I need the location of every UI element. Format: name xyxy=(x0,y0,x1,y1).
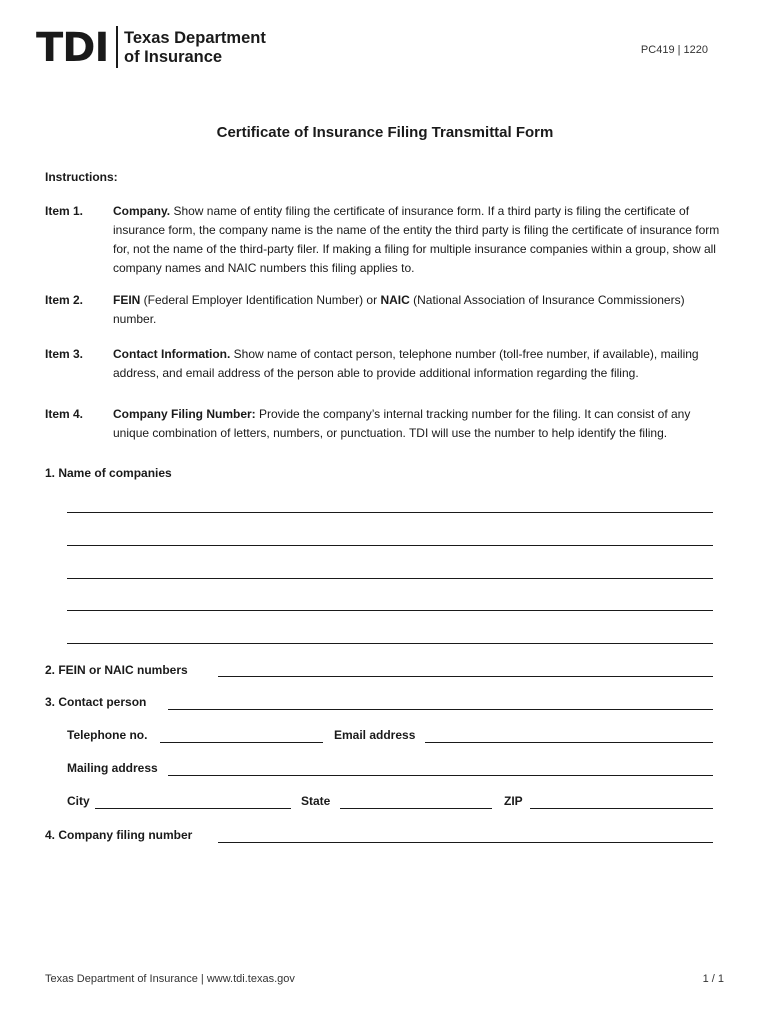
tdi-logo-text xyxy=(124,29,266,67)
company-filing-number-field[interactable] xyxy=(218,842,713,843)
instruction-item-4 xyxy=(45,405,725,443)
item-text: (Federal Employer Identification Number) or xyxy=(140,293,381,307)
state-label: State xyxy=(301,794,331,808)
footer-text: Texas Department of Insurance | www.tdi.texas.gov xyxy=(45,973,295,985)
mailing-address-field[interactable] xyxy=(168,775,713,776)
page-title: Certificate of Insurance Filing Transmittal Form xyxy=(216,124,554,141)
instruction-item-1 xyxy=(45,202,725,278)
item-text: Show name of entity filing the certificate of insurance form. If a third party is filing the certificate of insurance form, the company name is the name of the entity the third party is filing the certificate of insurance form for, not the name of the third-party filer. If making a filing for multiple insurance companies within a group, show all company names and NAIC numbers this filing applies to. xyxy=(113,204,720,275)
city-field[interactable] xyxy=(95,808,291,809)
item-lead: FEIN xyxy=(113,293,141,307)
instruction-item-3 xyxy=(45,345,725,383)
email-label: Email address xyxy=(334,728,416,742)
item-number: Item 1. xyxy=(45,204,84,218)
zip-label: ZIP xyxy=(504,794,523,808)
tdi-logo-mark: TDI xyxy=(36,25,109,71)
state-field[interactable] xyxy=(340,808,492,809)
item-number: Item 2. xyxy=(45,293,84,307)
logo-line-1: Texas Department xyxy=(124,29,266,47)
telephone-field[interactable] xyxy=(160,742,323,743)
item-lead: Contact Information. xyxy=(113,347,231,361)
question-fein-naic: 2. FEIN or NAIC numbers xyxy=(45,663,188,677)
question-contact-person: 3. Contact person xyxy=(45,695,147,709)
company-name-line-4[interactable] xyxy=(67,610,713,611)
telephone-label: Telephone no. xyxy=(67,728,148,742)
company-name-line-1[interactable] xyxy=(67,512,713,513)
item-lead: Company Filing Number: xyxy=(113,407,256,421)
fein-naic-field[interactable] xyxy=(218,676,713,677)
mailing-address-label: Mailing address xyxy=(67,761,158,775)
city-label: City xyxy=(67,794,90,808)
zip-field[interactable] xyxy=(530,808,713,809)
instruction-item-2 xyxy=(45,291,725,329)
item-lead: Company. xyxy=(113,204,171,218)
form-id: PC419 | 1220 xyxy=(640,44,708,56)
page-number: 1 / 1 xyxy=(702,973,724,985)
item-text: Show name of contact person, telephone number (toll-free number, if available), mailing address, and email address of the person able to provide additional information regarding the filing. xyxy=(113,347,699,380)
company-name-line-2[interactable] xyxy=(67,545,713,546)
item-number: Item 3. xyxy=(45,347,84,361)
logo-line-2: of Insurance xyxy=(124,48,223,66)
item-text: Provide the company’s internal tracking number for the filing. It can consist of any unique combination of letters, numbers, or punctuation. TDI will use the number to help identify the filing. xyxy=(113,407,691,440)
company-name-line-5[interactable] xyxy=(67,643,713,644)
contact-person-field[interactable] xyxy=(168,709,713,710)
instructions-label: Instructions: xyxy=(45,170,118,184)
question-company-filing-number: 4. Company filing number xyxy=(45,828,193,842)
logo-divider xyxy=(116,26,118,68)
email-field[interactable] xyxy=(425,742,713,743)
item-lead-2: NAIC xyxy=(380,293,410,307)
item-text-2: (National Association of Insurance Commissioners) number. xyxy=(113,293,685,326)
question-name-of-companies: 1. Name of companies xyxy=(45,466,172,480)
item-number: Item 4. xyxy=(45,407,84,421)
company-name-line-3[interactable] xyxy=(67,578,713,579)
